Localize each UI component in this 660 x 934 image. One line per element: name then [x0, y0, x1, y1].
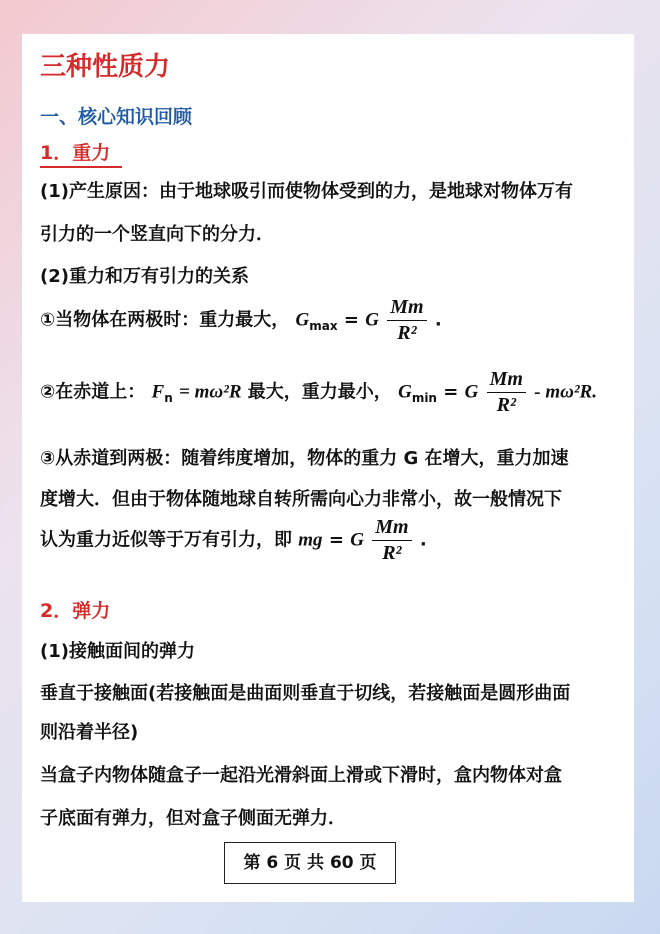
- subheading-underline: [40, 166, 122, 168]
- formula-text: 认为重力近似等于万有引力，即: [40, 529, 299, 551]
- symbol-g: G: [295, 309, 310, 331]
- paragraph-line: ③从赤道到两极：随着纬度增加，物体的重力 G 在增大，重力加速: [40, 448, 569, 469]
- formula-text: 最大，重力最小，: [247, 381, 392, 403]
- fraction-numerator: Mm: [487, 368, 526, 393]
- symbol-g: G: [350, 529, 364, 551]
- fraction-numerator: Mm: [387, 296, 426, 321]
- document-page: [22, 34, 634, 902]
- paragraph-line: (1)产生原因：由于地球吸引而使物体受到的力，是地球对物体万有: [40, 181, 573, 202]
- section-heading: 一、核心知识回顾: [40, 106, 193, 128]
- paragraph-line: 子底面有弹力，但对盒子侧面无弹力．: [40, 808, 346, 829]
- subheading-gravity-text: 1．重力: [40, 142, 111, 164]
- fraction: [387, 296, 426, 345]
- paragraph-line: 则沿着半径): [40, 722, 139, 743]
- fraction-denominator: R²: [496, 394, 516, 416]
- expression: - mω²R.: [534, 381, 597, 403]
- symbol-g: G: [464, 381, 479, 403]
- formula-line-2: [40, 368, 597, 417]
- symbol-f: F: [151, 381, 165, 403]
- formula-text: ②在赤道上：: [40, 381, 146, 403]
- paragraph-line: 引力的一个竖直向下的分力．: [40, 224, 274, 245]
- symbol-mg: mg: [298, 529, 323, 551]
- paragraph-line: 度增大．但由于物体随地球自转所需向心力非常小，故一般情况下: [40, 489, 562, 510]
- formula-line-3: [40, 516, 427, 565]
- formula-line-1: [40, 296, 442, 345]
- subheading-elastic: [40, 596, 110, 623]
- period: .: [419, 529, 427, 551]
- period: .: [434, 309, 442, 331]
- subscript: n: [164, 391, 173, 406]
- paragraph-line: (2)重力和万有引力的关系: [40, 266, 249, 287]
- fraction: [487, 368, 526, 417]
- subheading-gravity: [40, 138, 110, 165]
- symbol-g: G: [365, 309, 379, 331]
- equals: =: [328, 529, 351, 551]
- paragraph-line: 垂直于接触面(若接触面是曲面则垂直于切线，若接触面是圆形曲面: [40, 683, 571, 704]
- subscript: max: [309, 319, 338, 334]
- formula-text: ①当物体在两极时：重力最大，: [40, 309, 290, 331]
- fraction-denominator: R²: [382, 542, 402, 564]
- fraction: [372, 516, 411, 565]
- subheading-elastic-text: 2．弹力: [40, 600, 111, 622]
- paragraph-line: 当盒子内物体随盒子一起沿光滑斜面上滑或下滑时，盒内物体对盒: [40, 765, 562, 786]
- page-number-box: 第 6 页 共 60 页: [224, 842, 396, 884]
- equals: =: [343, 309, 366, 331]
- equals: =: [443, 381, 465, 403]
- expression: = mω²R: [179, 381, 242, 403]
- symbol-g: G: [398, 381, 412, 403]
- paragraph-line: (1)接触面间的弹力: [40, 641, 195, 662]
- fraction-numerator: Mm: [372, 516, 411, 541]
- page-title: 三种性质力: [40, 52, 171, 82]
- fraction-denominator: R²: [397, 322, 417, 344]
- subscript: min: [411, 391, 437, 406]
